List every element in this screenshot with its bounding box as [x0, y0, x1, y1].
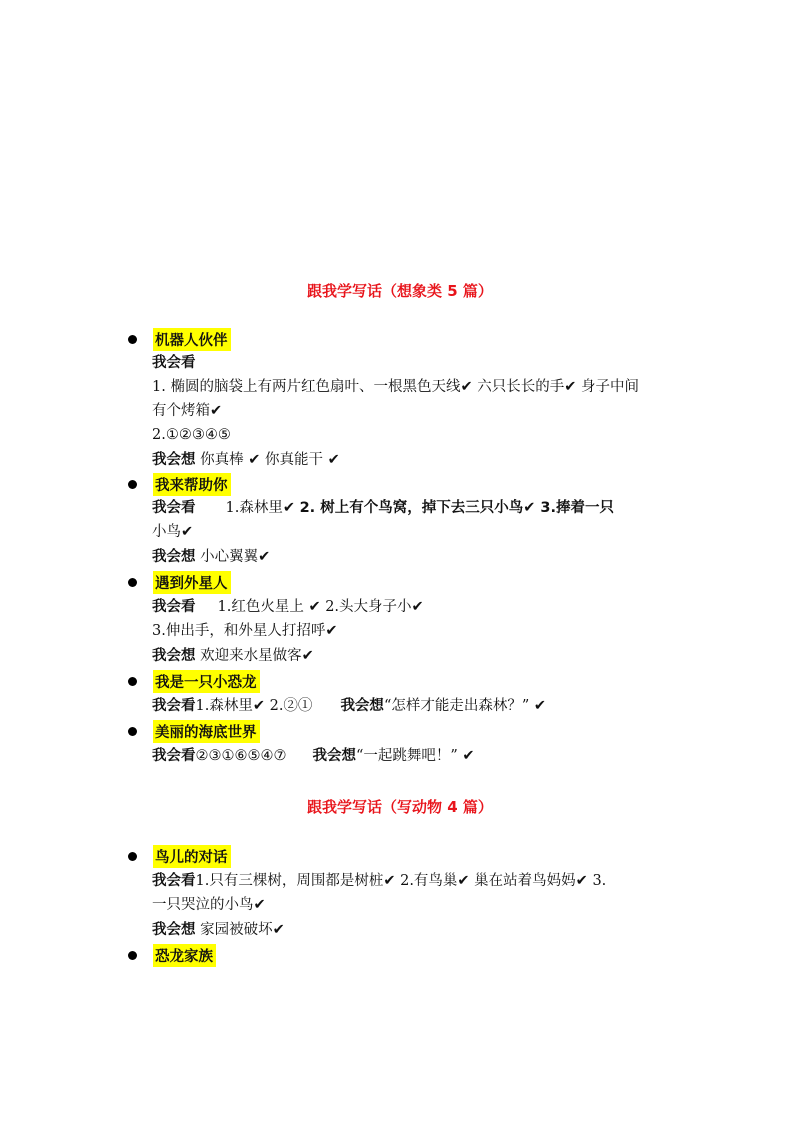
text-line: [152, 645, 672, 667]
look-text: 1.只有三棵树，周围都是树桩✔ 2.有鸟巢✔ 巢在站着鸟妈妈✔ 3.: [195, 873, 607, 889]
text-line: [152, 449, 672, 471]
section-title-animals: 跟我学写话（写动物 4 篇）: [307, 798, 493, 816]
label-think: 我会想: [152, 452, 196, 468]
story-heading: [128, 571, 231, 593]
text-line: 有个烤箱✔: [152, 403, 223, 419]
label-look: 我会看: [152, 873, 196, 889]
label-look: 我会看: [152, 748, 196, 764]
text-line: 3.伸出手，和外星人打招呼✔: [152, 623, 338, 639]
bullet-icon: [128, 727, 137, 736]
think-text: “一起跳舞吧！” ✔: [356, 748, 475, 764]
look-text: 1.红色火星上 ✔ 2.头大身子小✔: [217, 599, 424, 615]
look-text: ②③①⑥⑤④⑦: [195, 748, 287, 764]
think-text: “怎样才能走出森林？” ✔: [383, 698, 547, 714]
story-heading: [128, 845, 231, 867]
bullet-icon: [128, 480, 137, 489]
text-line: [152, 497, 672, 519]
bullet-icon: [128, 951, 137, 960]
story-title: 我是一只小恐龙: [153, 670, 260, 693]
think-text: 欢迎来水星做客✔: [195, 648, 314, 664]
look-text: 1.森林里✔: [225, 500, 300, 516]
label-think: 我会想: [340, 698, 384, 714]
story-heading: [128, 670, 260, 692]
think-text: 你真棒 ✔ 你真能干 ✔: [195, 452, 340, 468]
think-text: 家园被破坏✔: [195, 922, 285, 938]
story-title: 我来帮助你: [153, 473, 231, 496]
bullet-icon: [128, 677, 137, 686]
label-look: 我会看: [152, 698, 196, 714]
text-line: [152, 596, 672, 618]
text-line: 2.①②③④⑤: [152, 427, 231, 443]
label-look: 我会看: [152, 355, 196, 371]
text-line: 小鸟✔: [152, 524, 194, 540]
look-text-bold: 2. 树上有个鸟窝，掉下去三只小鸟✔ 3.捧着一只: [299, 500, 615, 516]
story-title: 遇到外星人: [153, 571, 231, 594]
section-title-imagination: 跟我学写话（想象类 5 篇）: [307, 282, 493, 300]
story-heading: [128, 328, 231, 350]
text-line: [152, 695, 672, 717]
label-look: 我会看: [152, 599, 196, 615]
story-heading: [128, 720, 260, 742]
label-look: 我会看: [152, 500, 196, 516]
bullet-icon: [128, 335, 137, 344]
text-line: 一只哭泣的小鸟✔: [152, 897, 266, 913]
text-line: 1. 椭圆的脑袋上有两片红色扇叶、一根黑色天线✔ 六只长长的手✔ 身子中间: [152, 379, 639, 395]
text-line: [152, 745, 672, 767]
story-title: 美丽的海底世界: [153, 720, 260, 743]
text-line: [152, 870, 672, 892]
story-heading: [128, 944, 216, 966]
label-think: 我会想: [152, 648, 196, 664]
think-text: 小心翼翼✔: [195, 549, 271, 565]
story-heading: [128, 473, 231, 495]
label-think: 我会想: [152, 549, 196, 565]
label-think: 我会想: [152, 922, 196, 938]
look-text: 1.森林里✔ 2.②①: [195, 698, 313, 714]
bullet-icon: [128, 578, 137, 587]
text-line: [152, 919, 672, 941]
label-think: 我会想: [312, 748, 356, 764]
story-title: 机器人伙伴: [153, 328, 231, 351]
story-title: 恐龙家族: [153, 944, 216, 967]
story-title: 鸟儿的对话: [153, 845, 231, 868]
bullet-icon: [128, 852, 137, 861]
text-line: [152, 546, 672, 568]
